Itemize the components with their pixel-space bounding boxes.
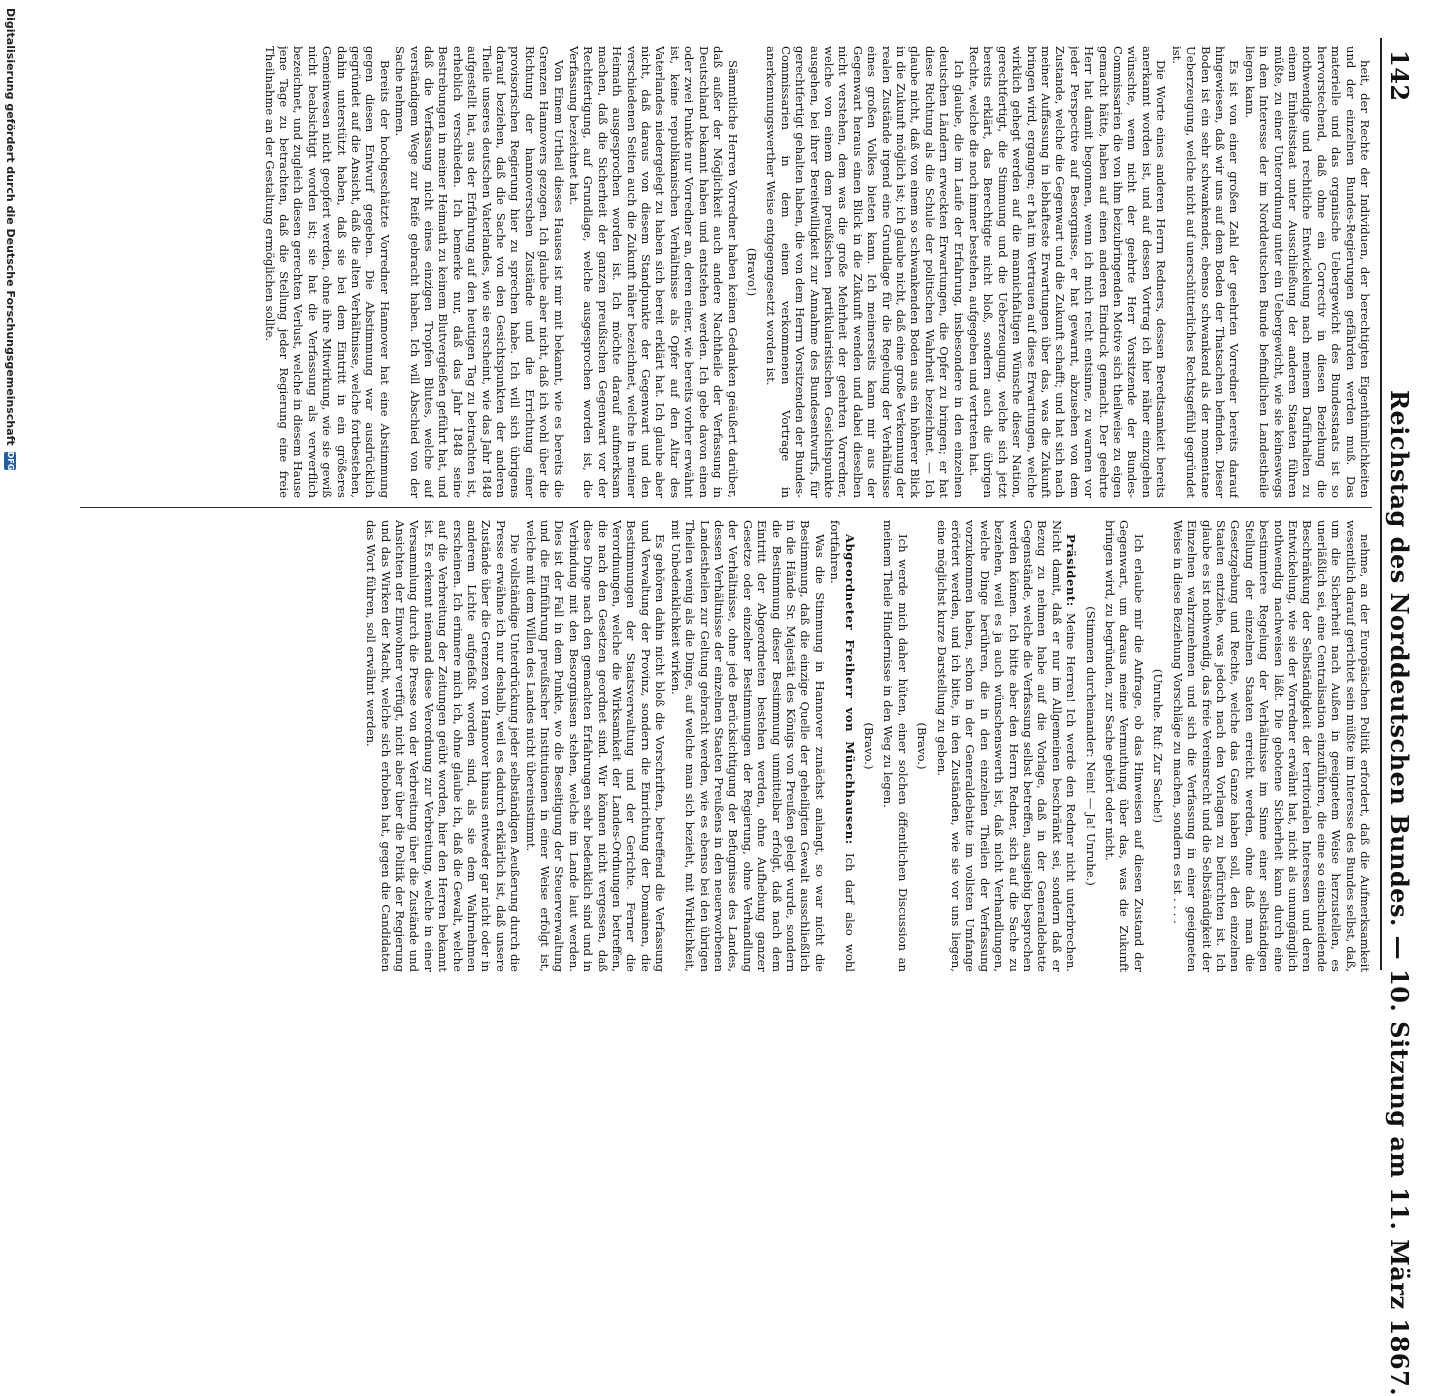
- speech-paragraph: [934, 520, 1078, 972]
- speech-text: Meine Herren! Ich werde den Redner nicht unterbrechen. Nicht damit, daß er nur im Allgemeinen beschränkt sei, sondern daß er Bezug zu nehmen habe auf die Vorlage, daß in der Generaldebatte Gegenstände, welche die Verfassung selbst betreffen, ausgiebig besprochen werden können. Ich bitte aber den Herrn Redner, sich auf die Sache zu beziehen, weil es ja auch wünschenswerth ist, daß nicht Verhandlungen, welche Dinge berühren, die in den einzelnen Theilen der Verfassung vorzukommen haben, schon in der Generaldebatte im vollsten Umfange erörtert werden, und ich bitte, in den Zuständen, wie sie vor uns liegen, eine möglichst kurze Darstellung zu geben.: [934, 520, 1079, 972]
- header-rule: [1380, 38, 1382, 970]
- speaker-name: Präsident:: [1064, 534, 1079, 607]
- paragraph: Ich erlaube mir die Anfrage, ob das Hinweisen auf diesen Zustand der Gegenwart, um daraus meine Vermuthung über das, was die Zukunft bringen wird, zu begründen, zur Sache gehört oder nicht.: [1103, 520, 1146, 972]
- right-column: [70, 520, 1372, 972]
- paragraph: Es ist von einer großen Zahl der geehrten Vorredner bereits darauf hingewiesen, daß wir uns auf dem Boden der Thatsachen befinden. Dieser Boden ist ein sehr schwankender, ebenso schwankend als der momentane Ueberzeugung, welche nicht auf unerschütterliches Rechtsgefühl gegründet ist.: [1169, 46, 1242, 498]
- paragraph: Die vollständige Unterdrückung jeder selbständigen Aeußerung durch die Presse erwähne ich nur deshalb, weil es dadurch erklärlich ist, daß unsere Zustände über die Grenzen von Hannover hinaus entweder gar nicht oder in anderem Lichte aufgefaßt worden sind, als sie dem Wahrnehmen erscheinen. Ich erinnere mich ich, ohne glaube ich, daß die Gewalt, welche auf die Verbreitung der Zeitungen geübt worden, hier den Herren bekannt ist. Es erkennt niemand diese Verordnung zur Verbreitung, welche in einer Versammlung durch die Presse von der Verbreitung über die Zustände und Ansichten der Einwohner verfügt, nicht aber über die Politik der Regierung und das Wirken der Macht, welche sich erhoben hat, gegen die Candidaten das Wort führen, soll erwähnt werden.: [364, 520, 523, 972]
- paragraph: Was die Stimmung in Hannover zunächst anlangt, so war nicht die Bestimmung, daß die einzige Quelle der geheiligten Gewalt ausschließlich in die Hände Sr. Majestät des Königs von Preußen gelegt wurde, sondern die Bestimmung dieser Bestimmung unmittelbar erfolgt, daß nach dem Eintritt der Abgeordneten bestehen werden, ohne Aufhebung ganzer Gesetze oder einzelner Bestimmungen der Regierung, ohne Verhandlung der Verhältnisse, ohne jede Berücksichtigung der Befugnisse des Landes, dessen Verhältnisse der einzelnen Staaten Preußens in den neuerworbenen Landestheilen zur Geltung gebracht werden, wie es ebenso bei den übrigen Theilen wenig als die Dinge, auf welche man sich bezieht, mit Wirklichkeit, mit Unbedenklichkeit wirken.: [668, 520, 827, 972]
- paragraph: Ich werde mich daher hüten, einer solchen öffentlichen Discussion an meinem Theile Hindernisse in den Weg zu legen.: [881, 520, 910, 972]
- stage-direction: (Bravo.): [862, 722, 876, 770]
- paragraph: Von Einem Urtheil dieses Hauses ist mir mit bekannt, wie es bereits die Grenzen Hannovers gezogen. Ich glaube aber nicht, daß ich wohl über die Richtung der hannoverschen Zustände und die Errichtung einer provisorischen Regierung hier zu sprechen habe. Ich will sich übrigens darauf beziehen, daß die Sache von den Gesichtspunkten der anderen Theile unseres deutschen Vaterlandes, wie sie erscheint, wie das Jahr 1848 aufgestellt hat, aus der Erfahrung auf den heutigen Tag zu betrachten ist, erheblich verschieden. Ich bemerke nur, daß das Jahr 1848 seine Bestrebungen in meiner Heimath zu keinem Blutvergießen geführt hat, und daß die Verfassung nicht eines einzigen Tropfen Blutes, welche auf verständigem Wege zur Reife gebracht haben. Ich will Abschied von der Sache nehmen.: [393, 46, 566, 498]
- speech-paragraph: [828, 520, 857, 972]
- column-divider: [80, 507, 1372, 508]
- paragraph: Es gehören dahin nicht bloß die Vorschriften, betreffend die Verfassung und Verwaltung der Provinz, sondern die Einrichtung der Domainen, die Bestimmungen der Staatsverwaltung und der Gerichte. Ferner die Verordnungen, welche die Wirksamkeit der Landes-Ordnungen betreffen, die nach den Gesetzen geordnet sind. Wir können nicht vergessen, daß diese Dinge nach den gemachten Erfahrungen sehr bedenklich sind und in Verbindung mit den Besorgnissen stehen, welche im Lande laut werden. Dies ist der Fall in dem Punkte, wo die Beseitigung der Steuerverwaltung und die Einführung preußischer Institutionen in einer Weise erfolgt ist, welche mit dem Willen des Landes nicht übereinstimmt.: [523, 520, 668, 972]
- dfg-logo: DFG: [6, 451, 16, 471]
- stage-direction: (Unruhe. Ruf: Zur Sache!): [1151, 668, 1166, 824]
- page-number: 142: [1385, 50, 1414, 102]
- paragraph: Ich glaube, die im Laufe der Erfahrung, insbesondere in den einzelnen deutschen Ländern erweckten Erwartungen, die Opfer zu bringen; er hat diese Richtung als die Schule der politischen Wahrheit bezeichnet. — Ich glaube nicht, daß von einem so schwankenden Boden aus ein höherer Blick in die Zukunft möglich ist; ich glaube nicht, daß eine große Verkennung der realen Zustände irgend eine Grundlage für die Regelung der Verhältnisse eines großen Volkes bieten kann. Ich meinerseits kann mir aus der Gegenwart heraus einen Blick in die Zukunft wenden und dabei dieselben nicht verstehen, dem was die große Mehrheit der geehrten Vorredner, welche von einem dem preußischen partikularistischen Gesichtspunkte ausgehen, bei ihrer Bereitwilligkeit zur Annahme des Bundesentwurfs, für gerechtfertigt gehalten haben, die von dem Herrn Vorsitzenden der Bundes-Commissarien in dem einen verkommenen Vortrage in anerkennungswerther Weise entgegengesetzt worden ist.: [764, 46, 966, 498]
- paragraph: heit, der Rechte der Individuen, der berechtigten Eigenthümlichkeiten und der einzelnen Bundes-Regierungen gefährden werden muß. Das materielle und das organische Uebergewicht des Bundesstaats ist so hervorstechend, daß ohne ein Correctiv in diesen Beziehung die nothwendige und rechtliche Entwickelung nach meinem Dafürhalten zu einem Einheitsstaat unter Ausschließung der anderen Staaten führen müßte, zu einer Unterordnung unter ein Uebergewicht, wie sie keineswegs in dem Interesse der im Norddeutschen Bunde befindlichen Landestheile liegen kann.: [1242, 46, 1372, 498]
- speech-text: Ich darf also wohl fortfahren.: [828, 520, 857, 972]
- digitization-note: Digitalisierung gefördert durch die Deutsche Forschungsgemeinschaft: [4, 8, 17, 446]
- digitization-footer: [4, 8, 17, 470]
- speaker-name: Abgeordneter Freiherr von Münchhausen:: [842, 534, 857, 845]
- paragraph: nehme, an der Europäischen Politik erfordert, daß die Aufmerksamkeit wesentlich darauf gerichtet sein müßte im Interesse des Bundes selbst, daß, um die Sicherheit nach Außen in geeignetem Weise herzustellen, es unerläßlich sei, eine Centralisation einzuführen, die eine so einschneidende Beschränkung der Selbständigkeit der territorialen Interessen und deren Entwickelung, wie sie der Vorredner erwähnt hat, nicht als unumgänglich nothwendig nachweisen läßt. Die gebotene Sicherheit kann durch eine bestimmtere Regelung der Verhältnisse im Sinne einer selbständigen Stellung der einzelnen Staaten erreicht werden, ohne daß man die Gesetzgebung und Rechte, welche das Ganze haben soll, den einzelnen Staaten entziehe, was jedoch nach den Vorlagen zu befürchten ist. Ich glaube es ist nothwendig, das freie Vereinsrecht und die Selbständigkeit der Einzelnen wahrzunehmen und sich die Verfassung in einer geeigneten Weise in diese Beziehung Vorschläge zu machen, sondern es ist . . . .: [1170, 520, 1372, 972]
- stage-direction: (Stimmen durcheinander: Nein! — Ja! Unruhe.): [1083, 606, 1098, 886]
- stage-direction: (Bravo!): [744, 247, 759, 297]
- paragraph: Die Worte eines anderen Herrn Redners, dessen Beredtsamkeit bereits anerkannt worden ist, und auf dessen Vortrag ich hier näher einzugehen wünschte, wenn nicht der geehrte Herr Vorsitzende der Bundes-Commissarien die von ihm beizubringenden Motive sich theilweise zu eigen gemacht hätte, haben auf einen anderen Eindruck gemacht. Der geehrte Herr hat damit begonnen, wenn ich mich recht entsinne, zu warnen vor jeder Perspective auf Besorgnisse, er hat gewarnt, abzusehen von dem Zustande, welche die Gegenwart und die Zukunft schafft; und hat sich nach meiner Auffassung in lebhafteste Erwartungen über das, was die Zukunft bringen wird, ergangen; er hat im Vertrauen auf diese Erwartungen, welche wirklich gehegt werden auf die mannichfaltigen Wünsche dieser Nation, gerechtfertigt, die Stimmung und die Ueberzeugung, welche sich jetzt bereits erklärt, das Berechtigte nicht bloß, sondern auch die übrigen Rechte, welche die noch immer bestehen, aufgegeben und vertreten hat.: [967, 46, 1169, 498]
- paragraph: Sämmtliche Herren Vorredner haben keinen Gedanken geäußert darüber, daß außer der Möglichkeit auch andere Nachtheile der Verfassung in Deutschland bekannt haben und entstehen werden. Ich gebe davon einen oder zwei Punkte nur Vorredner an, deren einer, wie bereits vorher erwähnt ist, keine republikanischen Verhältnisse als Opfer auf den Altar des Vaterlandes niedergelegt zu haben sich bereit erklärt hat. Ich glaube aber nicht, daß daraus von diesem Standpunkte der Gegenwart und den verschiedenen Seiten auch die Zukunft näher bezeichnet, welche in meiner Heimath ausgesprochen worden ist. Ich möchte darauf aufmerksam machen, daß die Sicherheit der ganzen preußischen Gegenwart vor der Rechtfertigung, auf Grundlage, welche ausgesprochen worden ist, die Verfassung bezeichnet hat.: [567, 46, 740, 498]
- paragraph: Bereits der hochgeschätzte Vorredner Hannover hat eine Abstimmung gegen diesen Entwurf gegeben. Die Abstimmung war ausdrücklich gegründet auf die Ansicht, daß die alten Verhältnisse, welche fortbestehen, dahin unterstützt haben, daß sie bei dem Eintritt in ein größeres Gemeinwesen nicht geopfert werden, ohne ihre Mitwirkung, wie sie gewiß nicht beabsichtigt worden ist; sie hat die Verfassung als verwerflich bezeichnet, und zugleich diesen gerechten Verlust, welche in diesem Hause jene Tage zu betrachten, daß die Stellung jeder Regierung eine freie Theilnahme an der Gestaltung ermöglichen sollte.: [262, 46, 392, 498]
- left-column: [70, 46, 1372, 498]
- running-head: Reichstag des Norddeutschen Bundes. — 10. Sitzung am 11. März 1867.: [1385, 390, 1414, 1396]
- stage-direction: (Bravo.): [915, 722, 930, 770]
- page-header: [1380, 40, 1420, 1396]
